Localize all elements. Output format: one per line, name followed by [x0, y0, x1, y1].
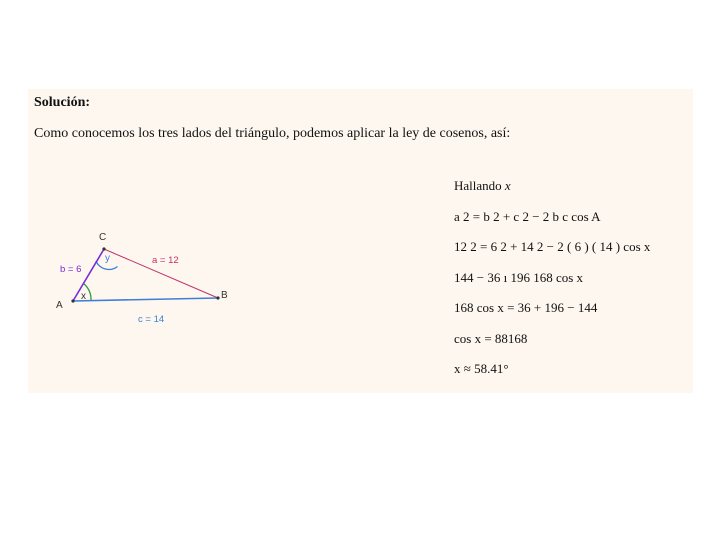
side-b-label: b = 6: [60, 264, 82, 275]
vertex-c-label: C: [99, 232, 107, 243]
triangle-diagram: [48, 229, 248, 329]
steps-title-variable: x: [504, 178, 511, 193]
vertex-a-point: [71, 299, 74, 302]
equation-line: 12 2 = 6 2 + 14 2 − 2 ( 6 ) ( 14 ) cos x: [454, 239, 651, 254]
equation-line: cos x = 88168: [454, 331, 528, 346]
side-c-label: c = 14: [138, 314, 165, 325]
steps-title: [454, 178, 511, 194]
vertex-b-point: [216, 296, 219, 299]
equation-line: a 2 = b 2 + c 2 − 2 b c cos A: [454, 209, 601, 224]
angle-y-label: y: [105, 253, 110, 264]
solution-heading: Solución:: [34, 95, 91, 110]
solution-panel: [28, 89, 693, 393]
equation-line: 144 − 36 ı 196 168 cos x: [454, 270, 584, 285]
angle-x-label: x: [81, 291, 86, 302]
equation-line: x ≈ 58.41°: [454, 361, 509, 376]
side-c-line: [73, 298, 218, 301]
steps-title-prefix: Hallando: [454, 178, 502, 193]
solution-intro: Como conocemos los tres lados del triángulo, podemos aplicar la ley de cosenos, así:: [34, 126, 511, 141]
vertex-b-label: B: [221, 290, 228, 301]
triangle-figure: [48, 229, 248, 329]
equation-line: 168 cos x = 36 + 196 − 144: [454, 300, 598, 315]
vertex-a-label: A: [56, 300, 63, 311]
side-b-line: [73, 249, 104, 301]
side-a-label: a = 12: [152, 255, 179, 266]
vertex-c-point: [102, 247, 105, 250]
